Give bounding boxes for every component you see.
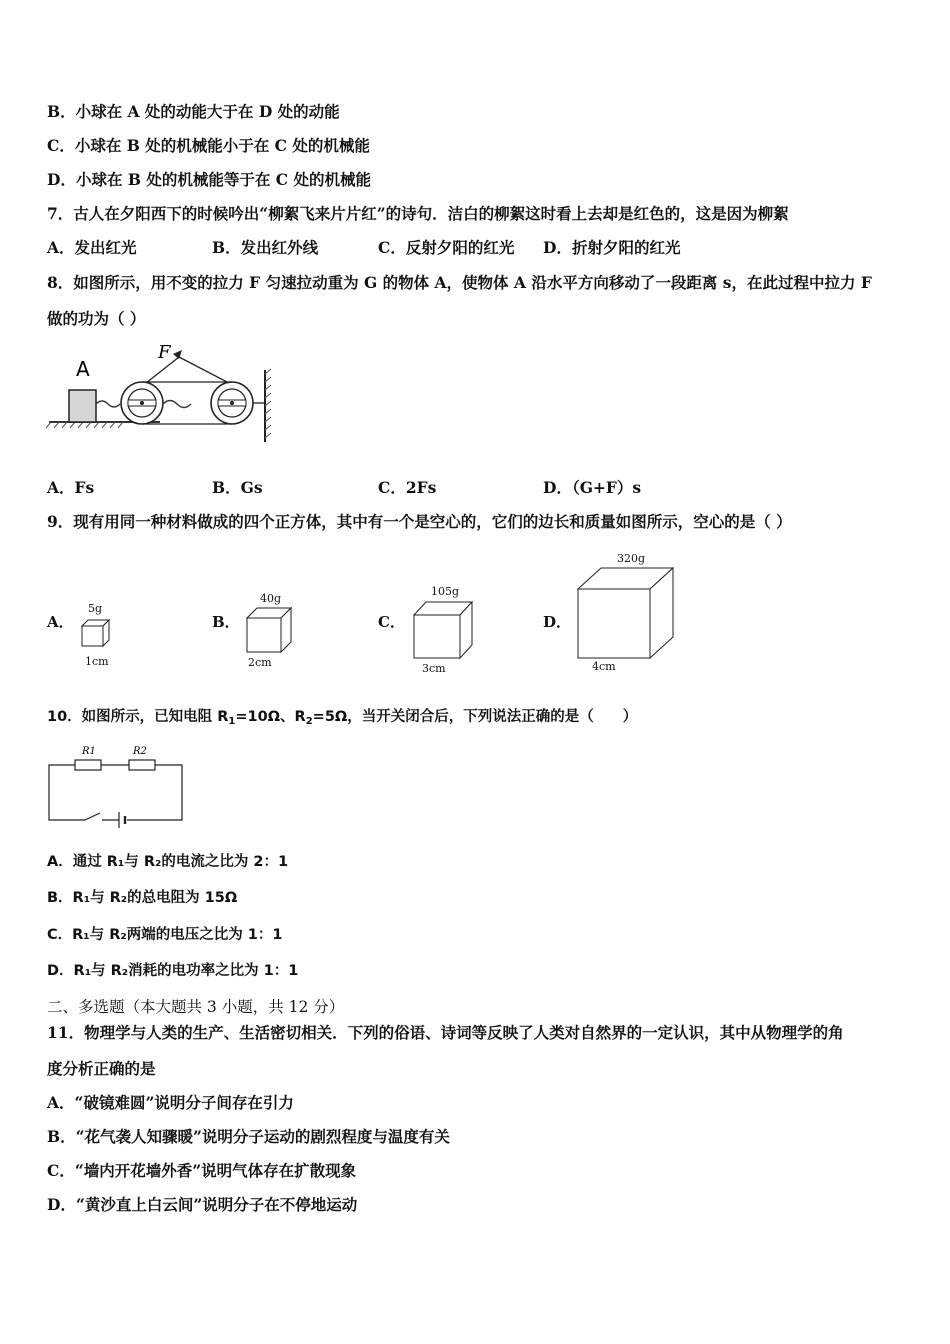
circuit-diagram xyxy=(45,740,190,830)
q7-option-d: D．折射夕阳的红光 xyxy=(543,238,681,257)
q7-option-a: A．发出红光 xyxy=(47,238,137,257)
q7-stem: 7．古人在夕阳西下的时候吟出“柳絮飞来片片红”的诗句．洁白的柳絮这时看上去却是红色的，这是因为柳絮 xyxy=(47,204,789,223)
cube-b xyxy=(244,605,294,655)
force-f-label: F xyxy=(158,342,171,363)
block-a-label: A xyxy=(76,357,90,381)
q11-option-d: D．“黄沙直上白云间”说明分子在不停地运动 xyxy=(47,1195,358,1214)
q10-stem-post: =5Ω，当开关闭合后，下列说法正确的是（ ） xyxy=(312,709,638,725)
q11-stem-line2: 度分析正确的是 xyxy=(47,1059,156,1078)
q6-option-b: B．小球在 A 处的动能大于在 D 处的动能 xyxy=(47,102,340,121)
q10-option-c: C．R₁与 R₂两端的电压之比为 1：1 xyxy=(47,927,283,943)
q11-option-c: C．“墙内开花墙外香”说明气体存在扩散现象 xyxy=(47,1161,357,1180)
cube-a-mass: 5g xyxy=(88,602,103,615)
q7-option-c: C．反射夕阳的红光 xyxy=(378,238,515,257)
q9-option-c-label: C． xyxy=(378,613,405,631)
q7-option-b: B．发出红外线 xyxy=(212,238,319,257)
q10-stem xyxy=(47,707,637,732)
q6-option-c: C．小球在 B 处的机械能小于在 C 处的机械能 xyxy=(47,136,370,155)
pulley-figure xyxy=(45,340,280,450)
q11-stem-line1: 11．物理学与人类的生产、生活密切相关．下列的俗语、诗词等反映了人类对自然界的一定认识，其中从物理学的角 xyxy=(47,1023,844,1042)
r1-label: R1 xyxy=(82,746,96,757)
q8-option-d: D．（G+F）s xyxy=(543,478,642,497)
cube-c xyxy=(411,598,475,662)
cube-d-edge: 4cm xyxy=(592,660,616,673)
q8-stem-line1: 8．如图所示，用不变的拉力 F 匀速拉动重为 G 的物体 A，使物体 A 沿水平方向移动了一段距离 s，在此过程中拉力 F xyxy=(47,273,872,292)
q11-option-a: A．“破镜难圆”说明分子间存在引力 xyxy=(47,1093,294,1112)
section-heading: 二、多选题（本大题共 3 小题，共 12 分） xyxy=(47,998,345,1016)
cube-d-mass: 320g xyxy=(617,552,646,565)
q10-option-a: A．通过 R₁与 R₂的电流之比为 2：1 xyxy=(47,854,289,870)
q10-stem-sub2: 2 xyxy=(305,716,313,727)
pulley-diagram xyxy=(45,340,280,450)
q9-option-b-label: B． xyxy=(212,613,240,631)
r2-label: R2 xyxy=(133,746,147,757)
cube-c-mass: 105g xyxy=(431,585,460,598)
cube-a-edge: 1cm xyxy=(85,655,109,668)
q10-option-b: B．R₁与 R₂的总电阻为 15Ω xyxy=(47,890,238,906)
q9-option-a-label: A． xyxy=(47,613,74,631)
cube-b-mass: 40g xyxy=(260,592,282,605)
q8-option-b: B．Gs xyxy=(212,478,263,497)
q10-option-d: D．R₁与 R₂消耗的电功率之比为 1：1 xyxy=(47,963,299,979)
block-a xyxy=(69,390,96,422)
q8-stem-line2: 做的功为（ ） xyxy=(47,309,146,328)
q10-stem-mid: =10Ω、R xyxy=(235,709,306,725)
q6-option-d: D．小球在 B 处的机械能等于在 C 处的机械能 xyxy=(47,170,371,189)
cube-a xyxy=(78,616,112,650)
q9-stem: 9．现有用同一种材料做成的四个正方体，其中有一个是空心的，它们的边长和质量如图所示，空心的是（ ） xyxy=(47,512,792,531)
circuit-figure xyxy=(45,740,190,830)
cube-b-edge: 2cm xyxy=(248,656,272,669)
q8-option-a: A．Fs xyxy=(47,478,95,497)
cube-c-edge: 3cm xyxy=(422,662,446,675)
q10-stem-pre: 10．如图所示，已知电阻 R xyxy=(47,709,229,725)
q9-option-d-label: D． xyxy=(543,613,572,631)
q10-stem-sub1: 1 xyxy=(228,716,236,727)
cube-d xyxy=(575,565,677,661)
q11-option-b: B．“花气袭人知骤暖”说明分子运动的剧烈程度与温度有关 xyxy=(47,1127,450,1146)
q8-option-c: C．2Fs xyxy=(378,478,437,497)
